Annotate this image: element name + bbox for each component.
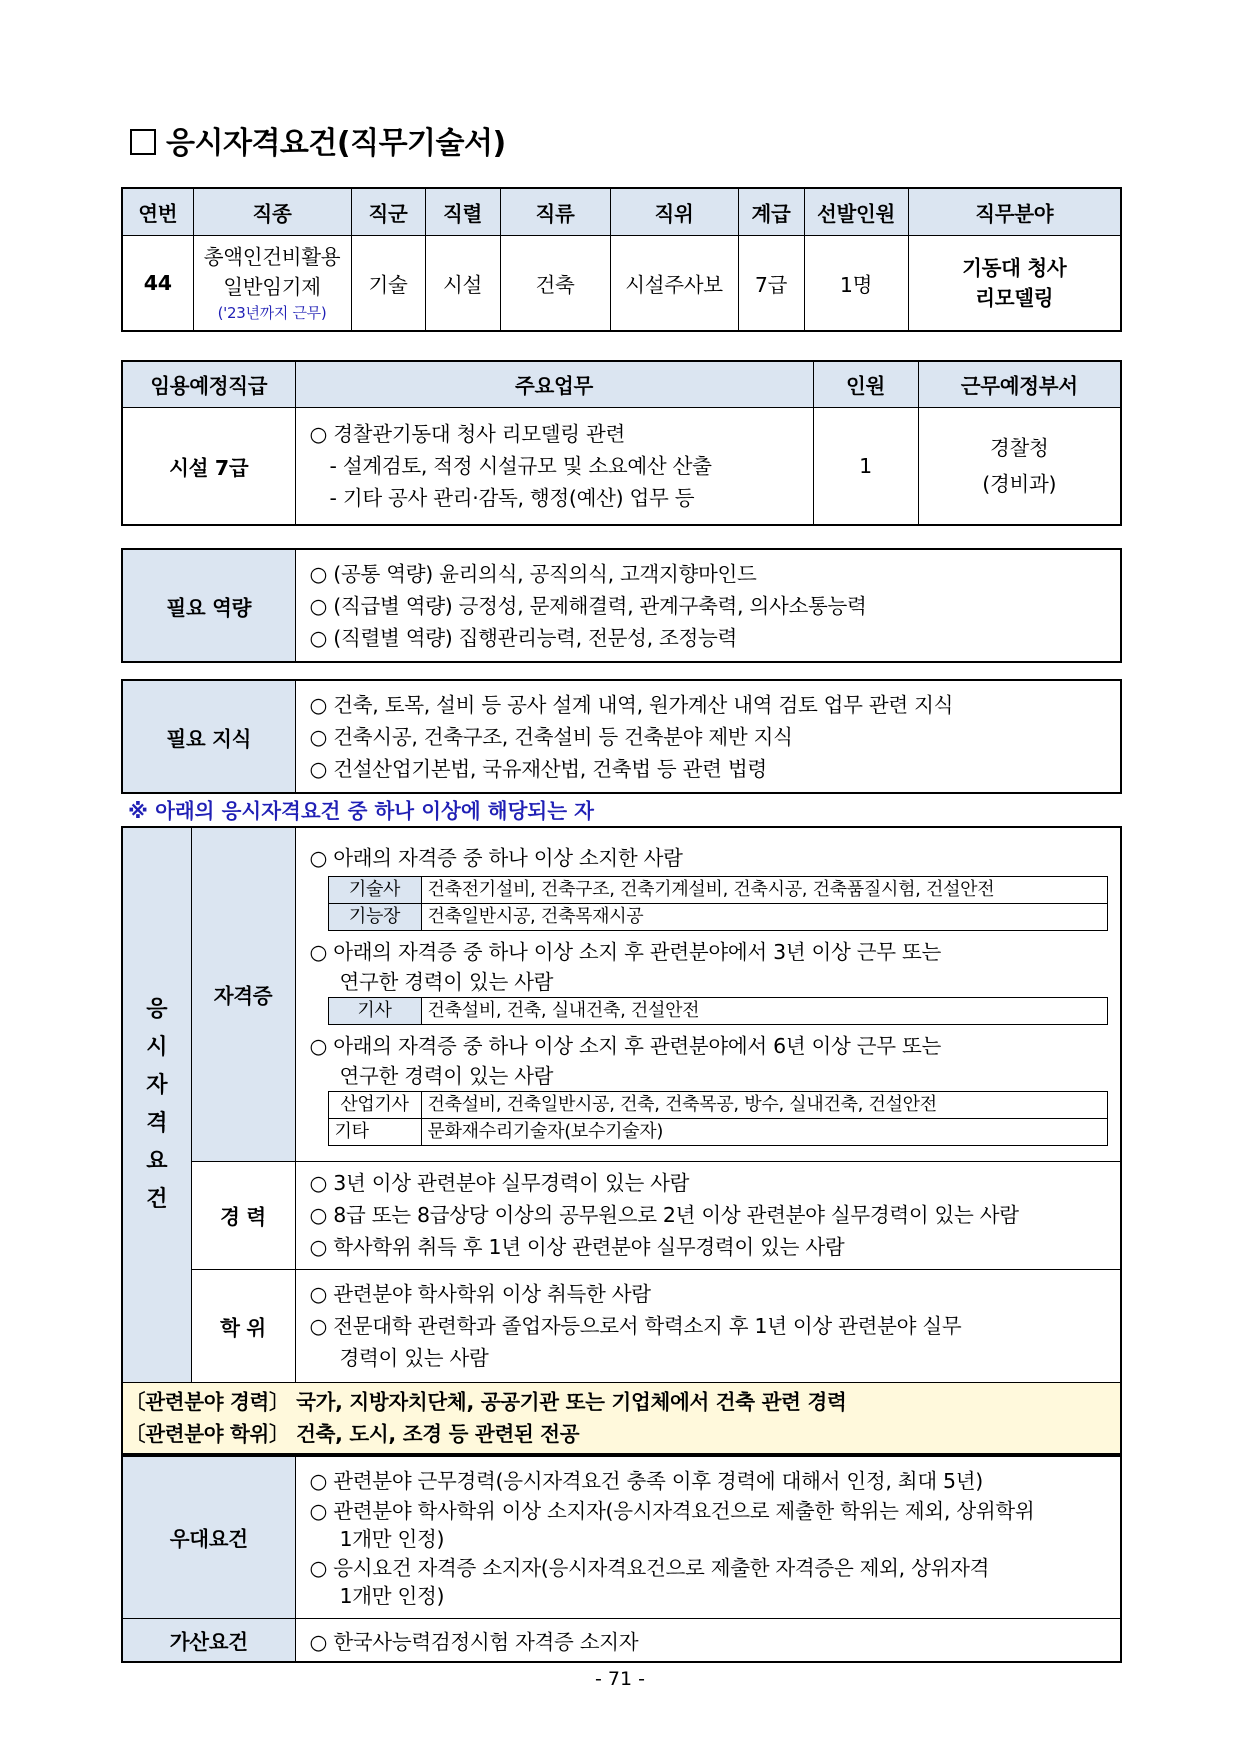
side-char: 시 — [146, 1034, 168, 1060]
cell-headcount: 1 — [813, 407, 918, 525]
career-label: 경 력 — [191, 1161, 295, 1269]
cert-type: 기사 — [328, 998, 421, 1025]
side-char: 요 — [146, 1148, 168, 1174]
cert-row — [122, 827, 1121, 1161]
bonus-label: 가산요건 — [122, 1618, 295, 1662]
cert-type: 기능장 — [328, 904, 421, 931]
page-title-text: 응시자격요건(직무기술서) — [166, 126, 506, 161]
cert-list: 건축전기설비, 건축구조, 건축기계설비, 건축시공, 건축품질시험, 건설안전 — [421, 877, 1107, 904]
side-char: 건 — [146, 1186, 168, 1212]
qualification-table — [121, 826, 1122, 1455]
cert-list: 건축설비, 건축일반시공, 건축, 건축목공, 방수, 실내건축, 건설안전 — [421, 1092, 1107, 1119]
page-number: - 71 - — [595, 1668, 645, 1690]
header-headcount: 인원 — [813, 361, 918, 407]
preference-label: 우대요건 — [122, 1456, 295, 1618]
list-item: ○ 관련분야 근무경력(응시자격요건 충족 이후 경력에 대해서 인정, 최대 5년) — [309, 1469, 983, 1494]
bonus-content: ○ 한국사능력검정시험 자격증 소지자 — [295, 1618, 1121, 1662]
header-dept: 근무예정부서 — [918, 361, 1121, 407]
cert-list: 문화재수리기술자(보수기술자) — [421, 1119, 1107, 1146]
list-item-cont: 1개만 인정) — [339, 1527, 445, 1552]
header-field: 직무분야 — [908, 188, 1121, 235]
duty-item: - 설계검토, 적정 시설규모 및 소요예산 산출 — [329, 453, 712, 478]
cell-count: 1명 — [804, 235, 908, 331]
cell-duties — [295, 407, 813, 525]
career-row — [122, 1161, 1121, 1269]
header-class: 직류 — [500, 188, 610, 235]
cert-label: 자격증 — [191, 827, 295, 1161]
definition-degree: 〔관련분야 학위〕 건축, 도시, 조경 등 관련된 전공 — [125, 1421, 580, 1446]
header-count: 선발인원 — [804, 188, 908, 235]
list-item-cont: 경력이 있는 사람 — [339, 1345, 489, 1370]
cell-position: 시설주사보 — [610, 235, 738, 331]
cell-group: 기술 — [351, 235, 425, 331]
cell-grade: 7급 — [738, 235, 804, 331]
cell-no: 44 — [122, 235, 193, 331]
duty-item: ○ 경찰관기동대 청사 리모델링 관련 — [309, 421, 625, 446]
cell-field — [908, 235, 1121, 331]
cert-type: 산업기사 — [328, 1092, 421, 1119]
side-char: 자 — [146, 1072, 168, 1098]
list-item: ○ (직렬별 역량) 집행관리능력, 전문성, 조정능력 — [309, 625, 738, 650]
knowledge-items — [295, 680, 1121, 793]
career-content — [295, 1161, 1121, 1269]
cert-content — [295, 827, 1121, 1161]
preference-content — [295, 1456, 1121, 1618]
cell-appoint-grade: 시설 7급 — [122, 407, 295, 525]
qualification-side-label — [122, 827, 191, 1382]
side-char: 격 — [146, 1110, 168, 1136]
competency-items — [295, 549, 1121, 662]
preference-table — [121, 1455, 1122, 1663]
list-item: ○ 8급 또는 8급상당 이상의 공무원으로 2년 이상 관련분야 실무경력이 있는 사람 — [309, 1203, 1019, 1227]
header-position: 직위 — [610, 188, 738, 235]
cert-type: 기타 — [328, 1119, 421, 1146]
header-series: 직렬 — [425, 188, 500, 235]
header-appoint-grade: 임용예정직급 — [122, 361, 295, 407]
checkbox-square-icon — [130, 129, 156, 155]
list-item-cont: 연구한 경력이 있는 사람 — [339, 970, 554, 995]
table-row — [122, 235, 1121, 331]
cell-dept — [918, 407, 1121, 525]
degree-label: 학 위 — [191, 1269, 295, 1382]
header-grade: 계급 — [738, 188, 804, 235]
competency-table — [121, 548, 1122, 663]
cell-series: 시설 — [425, 235, 500, 331]
list-item: ○ 아래의 자격증 중 하나 이상 소지한 사람 — [309, 846, 683, 871]
list-item-cont: 1개만 인정) — [339, 1584, 445, 1609]
dept-line-2: (경비과) — [982, 471, 1057, 496]
cell-jobtype — [193, 235, 351, 331]
list-item: ○ 학사학위 취득 후 1년 이상 관련분야 실무경력이 있는 사람 — [309, 1235, 845, 1259]
field-line-1: 기동대 청사 — [962, 255, 1067, 280]
cell-class: 건축 — [500, 235, 610, 331]
position-table — [121, 187, 1122, 332]
list-item: ○ 건설산업기본법, 국유재산법, 건축법 등 관련 법령 — [309, 756, 767, 781]
degree-row — [122, 1269, 1121, 1382]
field-line-2: 리모델링 — [975, 285, 1054, 310]
competency-label: 필요 역량 — [122, 549, 295, 662]
header-duties: 주요업무 — [295, 361, 813, 407]
header-jobtype: 직종 — [193, 188, 351, 235]
duty-table — [121, 360, 1122, 526]
definition-row — [122, 1382, 1121, 1454]
list-item: ○ (공통 역량) 윤리의식, 공직의식, 고객지향마인드 — [309, 561, 757, 586]
list-item: ○ (직급별 역량) 긍정성, 문제해결력, 관계구축력, 의사소통능력 — [309, 593, 867, 618]
duty-table-header — [122, 361, 1121, 407]
cert-type: 기술사 — [328, 877, 421, 904]
jobtype-line-2: 일반임기제 — [223, 274, 321, 299]
list-item: ○ 관련분야 학사학위 이상 소지자(응시자격요건으로 제출한 학위는 제외, 상위학위 — [309, 1499, 1035, 1524]
list-item: ○ 관련분야 학사학위 이상 취득한 사람 — [309, 1281, 651, 1306]
cert-grid-3 — [328, 1091, 1108, 1146]
list-item: ○ 아래의 자격증 중 하나 이상 소지 후 관련분야에서 6년 이상 근무 또는 — [309, 1034, 942, 1059]
cert-grid-1 — [328, 876, 1108, 931]
page-title — [130, 122, 506, 166]
cert-list: 건축설비, 건축, 실내건축, 건설안전 — [421, 998, 1107, 1025]
list-item: ○ 전문대학 관련학과 졸업자등으로서 학력소지 후 1년 이상 관련분야 실무 — [309, 1313, 962, 1338]
position-table-header — [122, 188, 1121, 235]
header-group: 직군 — [351, 188, 425, 235]
list-item: ○ 아래의 자격증 중 하나 이상 소지 후 관련분야에서 3년 이상 근무 또는 — [309, 940, 942, 965]
knowledge-label: 필요 지식 — [122, 680, 295, 793]
cert-grid-2 — [328, 997, 1108, 1025]
list-item: ○ 3년 이상 관련분야 실무경력이 있는 사람 — [309, 1171, 690, 1195]
list-item-cont: 연구한 경력이 있는 사람 — [339, 1064, 554, 1089]
preference-row — [122, 1456, 1121, 1618]
degree-content — [295, 1269, 1121, 1382]
header-no: 연번 — [122, 188, 193, 235]
duty-item: - 기타 공사 관리·감독, 행정(예산) 업무 등 — [329, 485, 695, 510]
definitions — [122, 1382, 1121, 1454]
list-item: ○ 건축시공, 건축구조, 건축설비 등 건축분야 제반 지식 — [309, 724, 793, 749]
bonus-row — [122, 1618, 1121, 1662]
table-row — [122, 407, 1121, 525]
list-item: ○ 건축, 토목, 설비 등 공사 설계 내역, 원가계산 내역 검토 업무 관련 지식 — [309, 692, 954, 717]
dept-line-1: 경찰청 — [989, 435, 1049, 460]
jobtype-line-1: 총액인건비활용 — [203, 244, 341, 269]
qualification-note: ※ 아래의 응시자격요건 중 하나 이상에 해당되는 자 — [128, 799, 594, 823]
knowledge-table — [121, 679, 1122, 794]
side-char: 응 — [146, 996, 168, 1022]
list-item: ○ 응시요건 자격증 소지자(응시자격요건으로 제출한 자격증은 제외, 상위자격 — [309, 1556, 990, 1581]
cert-list: 건축일반시공, 건축목재시공 — [421, 904, 1107, 931]
definition-career: 〔관련분야 경력〕 국가, 지방자치단체, 공공기관 또는 기업체에서 건축 관련 경력 — [125, 1389, 847, 1414]
jobtype-note: ('23년까지 근무) — [217, 303, 327, 322]
